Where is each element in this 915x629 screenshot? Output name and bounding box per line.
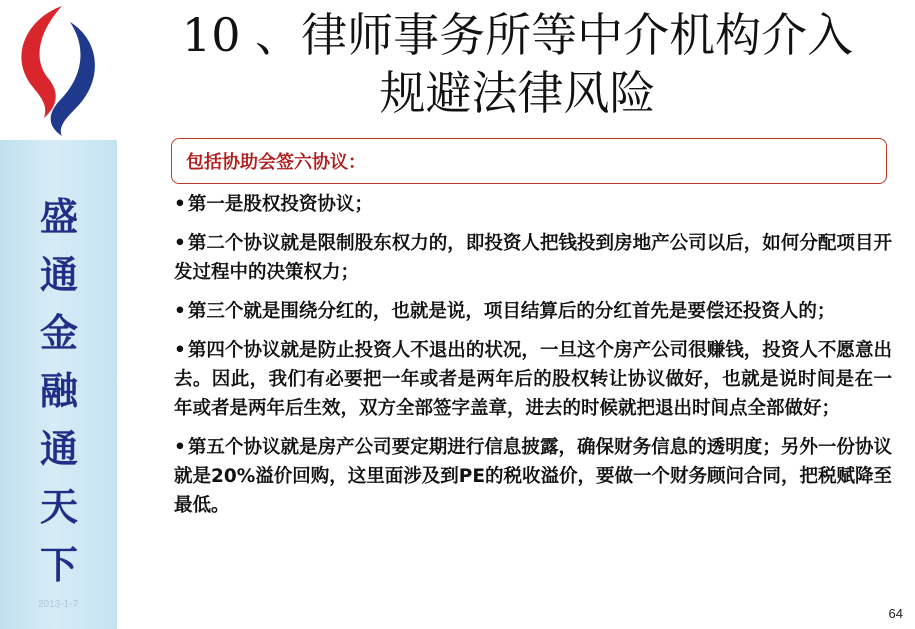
slide-title xyxy=(120,6,915,122)
slogan-char: 盛 xyxy=(39,194,78,239)
sidebar-slogan xyxy=(26,188,92,594)
list-item: • 第五个协议就是房产公司要定期进行信息披露，确保财务信息的透明度；另外一份协议就是20%溢价回购，这里面涉及到PE的税收溢价，要做一个财务顾问合同，把税赋降至最低。 xyxy=(174,437,892,516)
slogan-char: 通 xyxy=(39,252,78,297)
slide-title-line-1: 10 、律师事务所等中介机构介入 xyxy=(181,8,854,62)
company-logo xyxy=(0,0,117,140)
bullet-text: 第一是股权投资协议； xyxy=(187,194,373,215)
slogan-char: 金 xyxy=(39,310,78,355)
bullet-list xyxy=(174,190,892,530)
list-item: • 第四个协议就是防止投资人不退出的状况，一旦这个房产公司很赚钱，投资人不愿意出去。因此，我们有必要把一年或者是两年后的股权转让协议做好，也就是说时间是在一年或者是两年后生效，双方全部签字盖章，进去的时候就把退出时间点全部做好； xyxy=(174,340,892,419)
bullet-text: 第四个协议就是防止投资人不退出的状况，一旦这个房产公司很赚钱，投资人不愿意出去。因此，我们有必要把一年或者是两年后的股权转让协议做好，也就是说时间是在一年或者是两年后生效，双方全部签字盖章，进去的时候就把退出时间点全部做好； xyxy=(174,340,892,419)
sidebar-band xyxy=(0,0,117,629)
slide-date: 2013-1-7 xyxy=(38,599,79,610)
bullet-text: 第二个协议就是限制股东权力的，即投资人把钱投到房地产公司以后，如何分配项目开发过程中的决策权力； xyxy=(174,233,892,283)
logo-icon xyxy=(0,0,117,140)
slide-title-line-2: 规避法律风险 xyxy=(379,66,656,120)
list-item: • 第三个就是围绕分红的，也就是说，项目结算后的分红首先是要偿还投资人的； xyxy=(174,301,836,322)
slogan-char: 融 xyxy=(39,368,78,413)
slogan-char: 下 xyxy=(39,542,78,587)
slogan-char: 天 xyxy=(39,484,78,529)
bullet-text: 第五个协议就是房产公司要定期进行信息披露，确保财务信息的透明度；另外一份协议就是20%溢价回购，这里面涉及到PE的税收溢价，要做一个财务顾问合同，把税赋降至最低。 xyxy=(174,437,892,516)
callout-text: 包括协助会签六协议： xyxy=(186,152,366,173)
page-number: 64 xyxy=(888,606,903,621)
bullet-text: 第三个就是围绕分红的，也就是说，项目结算后的分红首先是要偿还投资人的； xyxy=(187,301,836,322)
list-item: • 第二个协议就是限制股东权力的，即投资人把钱投到房地产公司以后，如何分配项目开发过程中的决策权力； xyxy=(174,233,892,283)
slogan-char: 通 xyxy=(39,426,78,471)
list-item: • 第一是股权投资协议； xyxy=(174,194,373,215)
callout-box xyxy=(171,138,887,184)
